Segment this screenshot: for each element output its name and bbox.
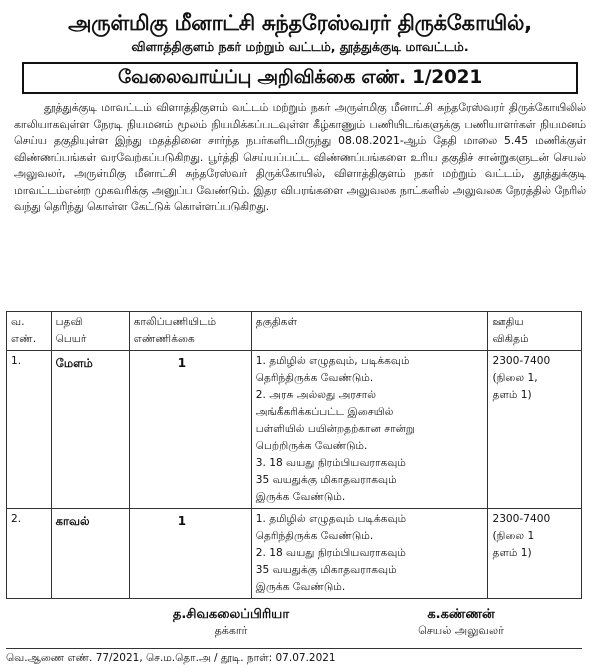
row-vacancies: 1 xyxy=(129,509,251,599)
temple-title: அருள்மிகு மீனாட்சி சுந்தரேஸ்வரர் திருக்கோயில், xyxy=(68,11,532,35)
row-post: மேளம் xyxy=(51,351,129,509)
intro-paragraph: தூத்துக்குடி மாவட்டம் விளாத்திகுளம் வட்டம் மற்றும் நகர் அருள்மிகு மீனாட்சி சுந்தரேஸ்வரர் திருக்கோயிலில் காலியாகவுள்ள நேரடி நியமனம் மூலம் நியமிக்கப்படவுள்ள கீழ்காணும் பணியிடங்களுக்கு பணியாளர்கள் நியமனம் செய்ய தகுதியுள்ள இந்து மதத்தினை சார்ந்த நபர்களிடமிருந்து 08.08.2021-ஆம் தேதி மாலை 5.45 மணிக்குள் விண்ணப்பங்கள் வரவேற்கப்படுகிறது. பூர்த்தி செய்யப்பட்ட விண்ணப்பங்களை உரிய தகுதிச் சான்றுகளுடன் செயல் அலுவலர், அருள்மிகு மீனாட்சி சுந்தரேஸ்வர் திருக்கோயில், விளாத்திகுளம் நகர் மற்றும் வட்டம், தூத்துக்குடி மாவட்டம்என்ற முகவரிக்கு அனுப்ப வேண்டும். இதர விபரங்களை அலுவலக நாட்களில் அலுவலக நேரத்தில் நேரில் வந்து தெரிந்து கொள்ள கேட்டுக் கொள்ளப்படுகிறது. xyxy=(14,101,586,213)
temple-address: விளாத்திகுளம் நகர் மற்றும் வட்டம், தூத்துக்குடி மாவட்டம். xyxy=(131,39,469,54)
trustee-name: த.சிவகலைப்பிரியா xyxy=(172,607,290,622)
header-post: பதவி பெயர் xyxy=(51,312,129,351)
signatory-executive-officer xyxy=(386,606,536,638)
signatory-trustee xyxy=(156,606,306,638)
row-qualification: 1. தமிழில் எழுதவும், படிக்கவும் தெரிந்திருக்க வேண்டும். 2. அரசு அல்லது அரசால் அங்கீகரிக்கப்பட்ட இசையில் பள்ளியில் பயின்றதற்கான சான்று பெற்றிருக்க வேண்டும். 3. 18 வயது நிரம்பியவராகவும் 35 வயதுக்கு மிகாதவராகவும் இருக்க வேண்டும். xyxy=(251,351,488,509)
row-qualification: 1. தமிழில் எழுதவும் படிக்கவும் தெரிந்திருக்க வேண்டும். 2. 18 வயது நிரம்பியவராகவும் 35 வயதுக்கு மிகாதவராகவும் இருக்க வேண்டும். xyxy=(251,509,488,599)
notice-number-banner: வேலைவாய்ப்பு அறிவிக்கை எண். 1/2021 xyxy=(22,62,578,94)
row-salary: 2300-7400 (நிலை 1 தளம் 1) xyxy=(488,509,582,599)
header-sno: வ. எண். xyxy=(7,312,52,351)
row-vacancies: 1 xyxy=(129,351,251,509)
vacancy-table xyxy=(6,311,582,599)
header-vacancies: காலிப்பணியிடம் எண்ணிக்கை xyxy=(129,312,251,351)
header-salary: ஊதிய விகிதம் xyxy=(488,312,582,351)
executive-officer-name: க.கண்ணன் xyxy=(427,607,495,622)
release-order-footer: வெ.ஆணை எண். 77/2021, செ.ம.தொ.அ / தூடி. நாள்: 07.07.2021 xyxy=(6,648,582,665)
table-row xyxy=(7,351,582,509)
row-salary: 2300-7400 (நிலை 1, தளம் 1) xyxy=(488,351,582,509)
table-header-row xyxy=(7,312,582,351)
table-row xyxy=(7,509,582,599)
row-post: காவல் xyxy=(51,509,129,599)
row-sno: 1. xyxy=(7,351,52,509)
trustee-role: தக்கார் xyxy=(214,624,248,637)
row-sno: 2. xyxy=(7,509,52,599)
executive-officer-role: செயல் அலுவலர் xyxy=(418,624,504,637)
header-qualification: தகுதிகள் xyxy=(251,312,488,351)
signature-block xyxy=(6,606,582,638)
